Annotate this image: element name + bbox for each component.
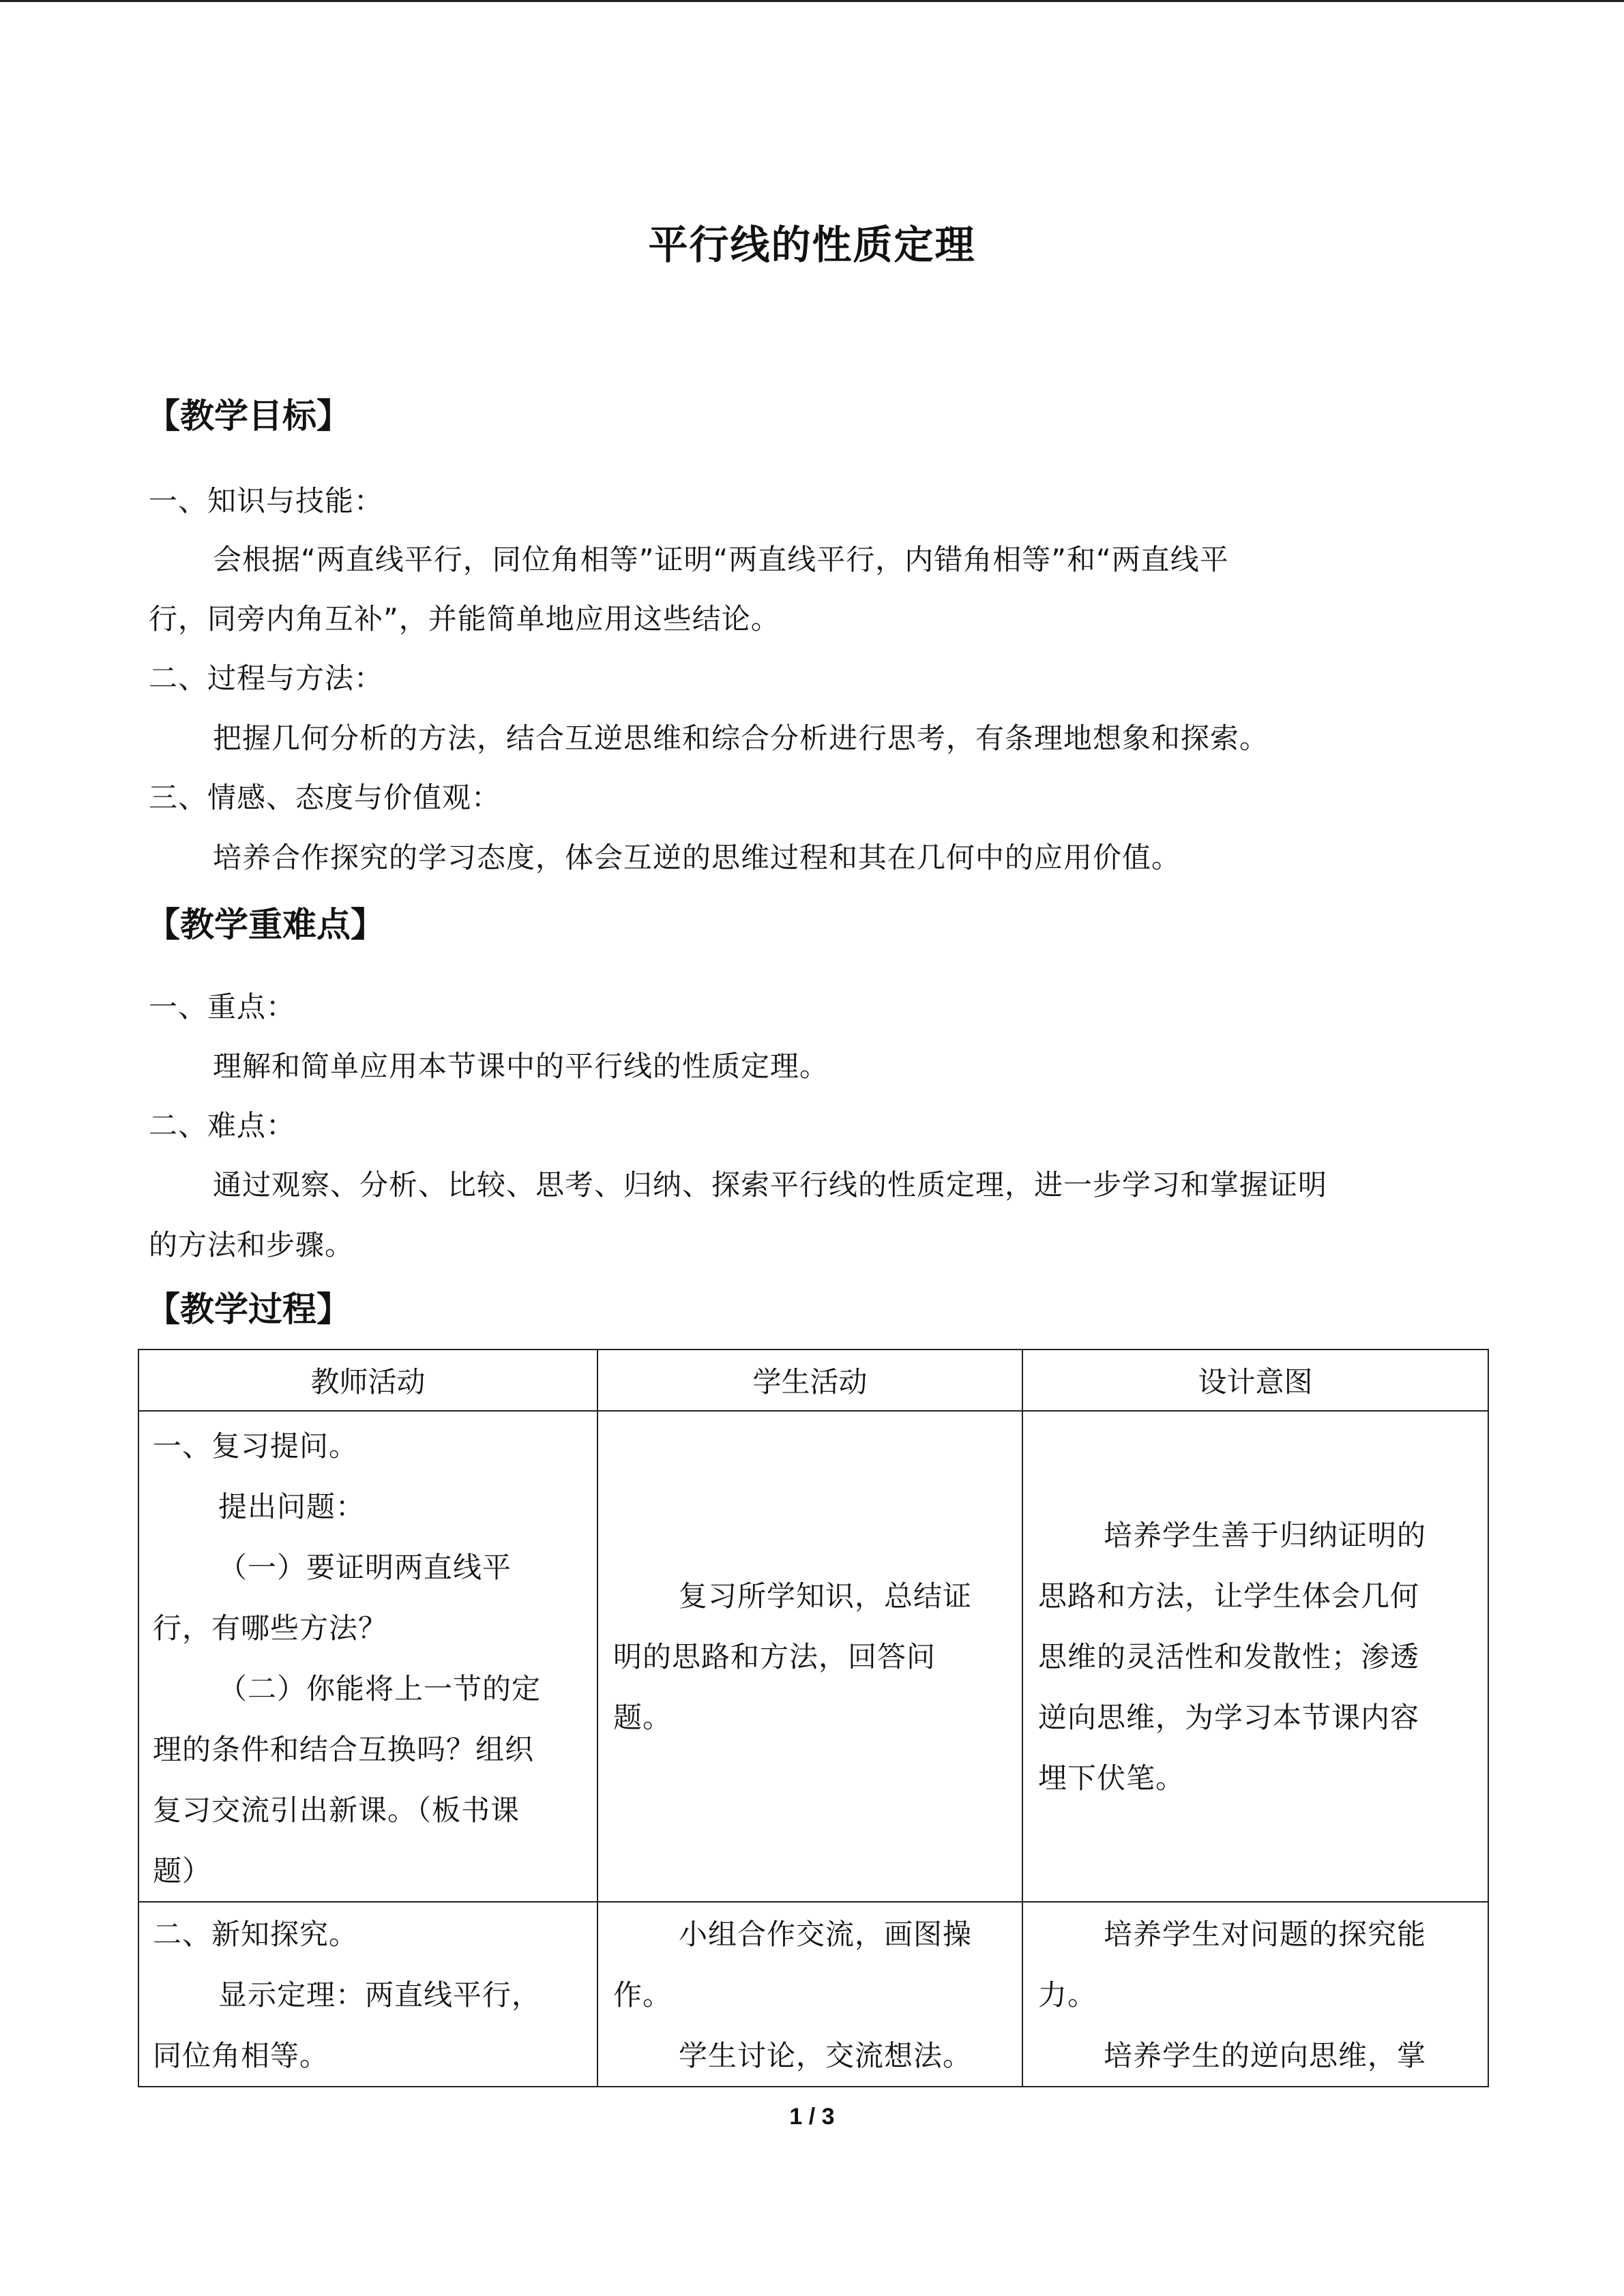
objective-text: 把握几何分析的方法，结合互逆思维和综合分析进行思考，有条理地想象和探索。 — [213, 721, 1269, 755]
cell-line: 逆向思维，为学习本节课内容 — [1038, 1700, 1420, 1734]
cell-line: 提出问题： — [218, 1490, 366, 1523]
cell-line: 一、复习提问。 — [153, 1429, 359, 1463]
header-design: 设计意图 — [1022, 1350, 1488, 1411]
student-cell — [597, 1411, 1022, 1902]
table-row — [138, 1902, 1488, 2087]
cell-line: 思维的灵活性和发散性；渗透 — [1038, 1639, 1420, 1673]
cell-line: 埋下伏笔。 — [1038, 1761, 1185, 1795]
cell-line: 学生讨论，交流想法。 — [679, 2039, 973, 2072]
document-title: 平行线的性质定理 — [648, 222, 976, 268]
key-point-label: 二、难点： — [149, 1109, 296, 1142]
cell-line: 力。 — [1038, 1978, 1097, 2012]
cell-line: 明的思路和方法，回答问 — [613, 1639, 936, 1673]
cell-line: 思路和方法，让学生体会几何 — [1038, 1579, 1420, 1613]
key-points-heading: 【教学重难点】 — [146, 905, 385, 944]
cell-line: 理的条件和结合互换吗？组织 — [153, 1733, 535, 1766]
objective-label: 三、情感、态度与价值观： — [149, 781, 501, 814]
key-point-text: 理解和简单应用本节课中的平行线的性质定理。 — [213, 1049, 829, 1083]
header-student: 学生活动 — [597, 1350, 1022, 1411]
student-cell — [597, 1902, 1022, 2087]
table-header-row — [138, 1350, 1488, 1411]
page-top-border — [0, 0, 1624, 2]
process-table — [138, 1349, 1489, 2087]
cell-line: （一）要证明两直线平 — [218, 1551, 512, 1584]
key-point-text: 的方法和步骤。 — [149, 1228, 355, 1262]
header-teacher: 教师活动 — [138, 1350, 597, 1411]
cell-line: 小组合作交流，画图操 — [679, 1918, 973, 1951]
objective-text: 培养合作探究的学习态度，体会互逆的思维过程和其在几何中的应用价值。 — [213, 841, 1181, 874]
cell-line: 题。 — [613, 1700, 673, 1734]
cell-line: 二、新知探究。 — [153, 1918, 359, 1951]
objective-text: 行，同旁内角互补”，并能简单地应用这些结论。 — [149, 602, 780, 636]
teacher-cell — [138, 1902, 597, 2087]
cell-line: 行，有哪些方法？ — [153, 1611, 388, 1645]
key-point-text: 通过观察、分析、比较、思考、归纳、探索平行线的性质定理，进一步学习和掌握证明 — [213, 1168, 1328, 1202]
objective-label: 二、过程与方法： — [149, 661, 384, 695]
page-number: 1 / 3 — [789, 2104, 835, 2130]
objective-text: 会根据“两直线平行，同位角相等”证明“两直线平行，内错角相等”和“两直线平 — [213, 543, 1229, 576]
cell-line: 同位角相等。 — [153, 2039, 329, 2072]
cell-line: 培养学生的逆向思维，掌 — [1104, 2039, 1427, 2072]
table-row — [138, 1411, 1488, 1902]
design-cell — [1022, 1411, 1488, 1902]
key-point-label: 一、重点： — [149, 990, 296, 1024]
cell-line: 作。 — [613, 1978, 673, 2012]
cell-line: 复习交流引出新课。（板书课 — [153, 1793, 520, 1827]
cell-line: （二）你能将上一节的定 — [218, 1672, 542, 1705]
cell-line: 题） — [153, 1854, 212, 1888]
objectives-heading: 【教学目标】 — [146, 396, 351, 436]
teacher-cell — [138, 1411, 597, 1902]
cell-line: 培养学生善于归纳证明的 — [1104, 1518, 1427, 1552]
cell-line: 复习所学知识，总结证 — [679, 1579, 973, 1613]
objective-label: 一、知识与技能： — [149, 484, 384, 518]
process-heading: 【教学过程】 — [146, 1289, 351, 1329]
cell-line: 培养学生对问题的探究能 — [1104, 1918, 1427, 1951]
design-cell — [1022, 1902, 1488, 2087]
cell-line: 显示定理：两直线平行， — [218, 1978, 542, 2012]
